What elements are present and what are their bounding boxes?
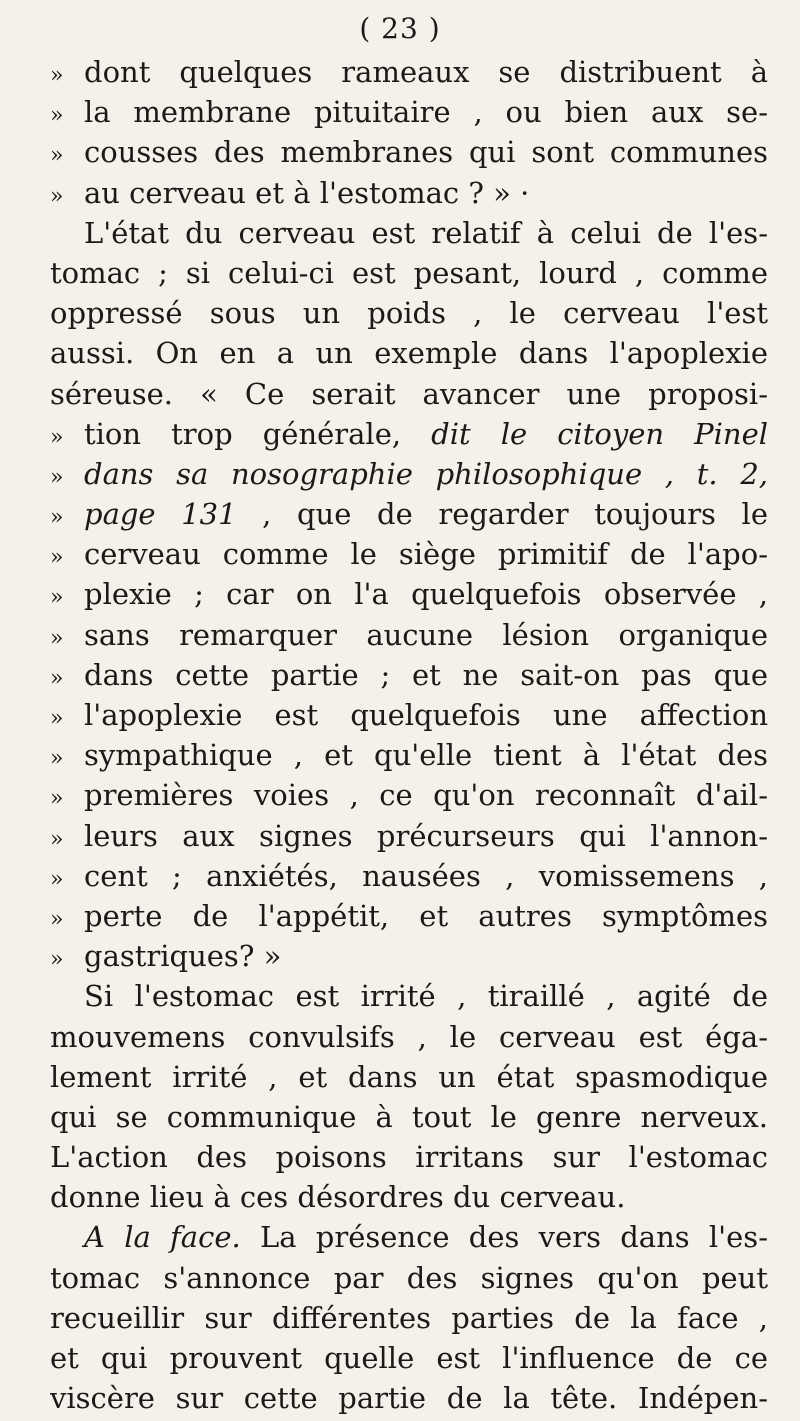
line-text: et qui prouvent quelle est l'influence de ce xyxy=(50,1341,768,1375)
quote-mark: » xyxy=(50,63,64,88)
text-line xyxy=(50,132,768,172)
line-text: aussi. On en a un exemple dans l'apoplexie xyxy=(50,336,768,371)
text-line xyxy=(50,1298,768,1338)
line-text: premières voies , ce qu'on reconnaît d'ail- xyxy=(84,778,768,813)
text-line xyxy=(50,615,768,655)
line-text: au cerveau et à l'estomac ? » · xyxy=(84,175,530,210)
text-line xyxy=(50,735,768,775)
quote-mark: » xyxy=(50,866,64,892)
quote-mark: » xyxy=(50,665,64,691)
italic-text: dans sa nosographie philosophique , t. 2, xyxy=(84,456,768,491)
text-line xyxy=(50,856,768,896)
line-text: plexie ; car on l'a quelquefois observée , xyxy=(84,577,768,612)
text-line xyxy=(50,1217,768,1257)
text-line xyxy=(50,1057,768,1097)
quote-mark: » xyxy=(50,103,64,129)
text-line xyxy=(50,1137,768,1177)
quote-mark: » xyxy=(50,505,64,531)
text-line xyxy=(50,253,768,293)
line-text: la membrane pituitaire , ou bien aux se- xyxy=(84,95,768,130)
text-line xyxy=(50,1378,768,1418)
text-line xyxy=(50,1177,768,1217)
line-text: tomac s'annonce par des signes qu'on peut xyxy=(50,1260,768,1295)
line-text: sans remarquer aucune lésion organique xyxy=(84,617,768,652)
text-line xyxy=(50,454,768,494)
text-line xyxy=(50,534,768,574)
line-text: cent ; anxiétés, nausées , vomissemens , xyxy=(84,858,768,893)
text-line xyxy=(50,1258,768,1298)
quote-mark: » xyxy=(50,183,64,209)
text-line xyxy=(50,936,768,976)
text-line xyxy=(50,173,768,213)
quote-mark: » xyxy=(50,143,64,169)
line-text: tion trop générale, xyxy=(84,416,432,451)
text-line xyxy=(50,816,768,856)
text-line xyxy=(50,374,768,414)
italic-text: A la face. xyxy=(84,1220,241,1255)
line-text: dans cette partie ; et ne sait-on pas que xyxy=(84,657,768,692)
quote-mark: » xyxy=(50,585,64,611)
quote-mark: » xyxy=(50,906,64,932)
line-text: sympathique , et qu'elle tient à l'état des xyxy=(84,738,768,773)
text-line xyxy=(50,494,768,534)
line-text: Si l'estomac est irrité , tiraillé , agité de xyxy=(84,979,768,1014)
italic-text: dit le citoyen Pinel xyxy=(431,416,768,451)
body-text xyxy=(50,52,768,1418)
line-text: dont quelques rameaux se distribuent à xyxy=(84,55,768,89)
italic-text: page 131 xyxy=(84,497,237,532)
text-line xyxy=(50,333,768,373)
page-number: ( 23 ) xyxy=(359,12,441,45)
line-text: recueillir sur différentes parties de la face , xyxy=(50,1300,768,1335)
text-line xyxy=(50,213,768,253)
line-text: L'action des poisons irritans sur l'estomac xyxy=(50,1140,768,1175)
line-text: leurs aux signes précurseurs qui l'annon- xyxy=(84,818,768,853)
line-text: La présence des vers dans l'es- xyxy=(240,1220,768,1255)
quote-mark: » xyxy=(50,826,64,852)
quote-mark: » xyxy=(50,706,64,731)
quote-mark: » xyxy=(50,746,64,772)
line-text: cousses des membranes qui sont communes xyxy=(84,135,768,170)
quote-mark: » xyxy=(50,545,64,571)
line-text: cerveau comme le siège primitif de l'apo- xyxy=(84,537,768,572)
quote-mark: » xyxy=(50,786,64,812)
text-line xyxy=(50,1338,768,1378)
line-text: l'apoplexie est quelquefois une affection xyxy=(84,698,768,732)
text-line xyxy=(50,1017,768,1057)
line-text: , que de regarder toujours le xyxy=(236,497,768,532)
line-text: donne lieu à ces désordres du cerveau. xyxy=(50,1180,626,1215)
text-line xyxy=(50,655,768,695)
text-line xyxy=(50,976,768,1016)
line-text: oppressé sous un poids , le cerveau l'est xyxy=(50,296,768,331)
quote-mark: » xyxy=(50,947,64,973)
text-line xyxy=(50,1097,768,1137)
text-line xyxy=(50,92,768,132)
line-text: viscère sur cette partie de la tête. Indépen- xyxy=(50,1381,768,1416)
line-text: lement irrité , et dans un état spasmodique xyxy=(50,1059,768,1094)
text-line xyxy=(50,293,768,333)
quote-mark: » xyxy=(50,424,64,450)
text-line xyxy=(50,52,768,92)
line-text: perte de l'appétit, et autres symptômes xyxy=(84,898,768,933)
text-line xyxy=(50,574,768,614)
text-line xyxy=(50,414,768,454)
quote-mark: » xyxy=(50,464,64,490)
text-line xyxy=(50,896,768,936)
line-text: séreuse. « Ce serait avancer une proposi- xyxy=(50,376,768,411)
text-line xyxy=(50,775,768,815)
line-text: qui se communique à tout le genre nerveux. xyxy=(50,1099,768,1134)
text-line xyxy=(50,695,768,735)
line-text: tomac ; si celui-ci est pesant, lourd , comme xyxy=(50,255,768,290)
line-text: L'état du cerveau est relatif à celui de l'es- xyxy=(84,215,768,250)
quote-mark: » xyxy=(50,625,64,651)
line-text: gastriques? » xyxy=(84,939,282,974)
line-text: mouvemens convulsifs , le cerveau est éga- xyxy=(50,1019,768,1054)
